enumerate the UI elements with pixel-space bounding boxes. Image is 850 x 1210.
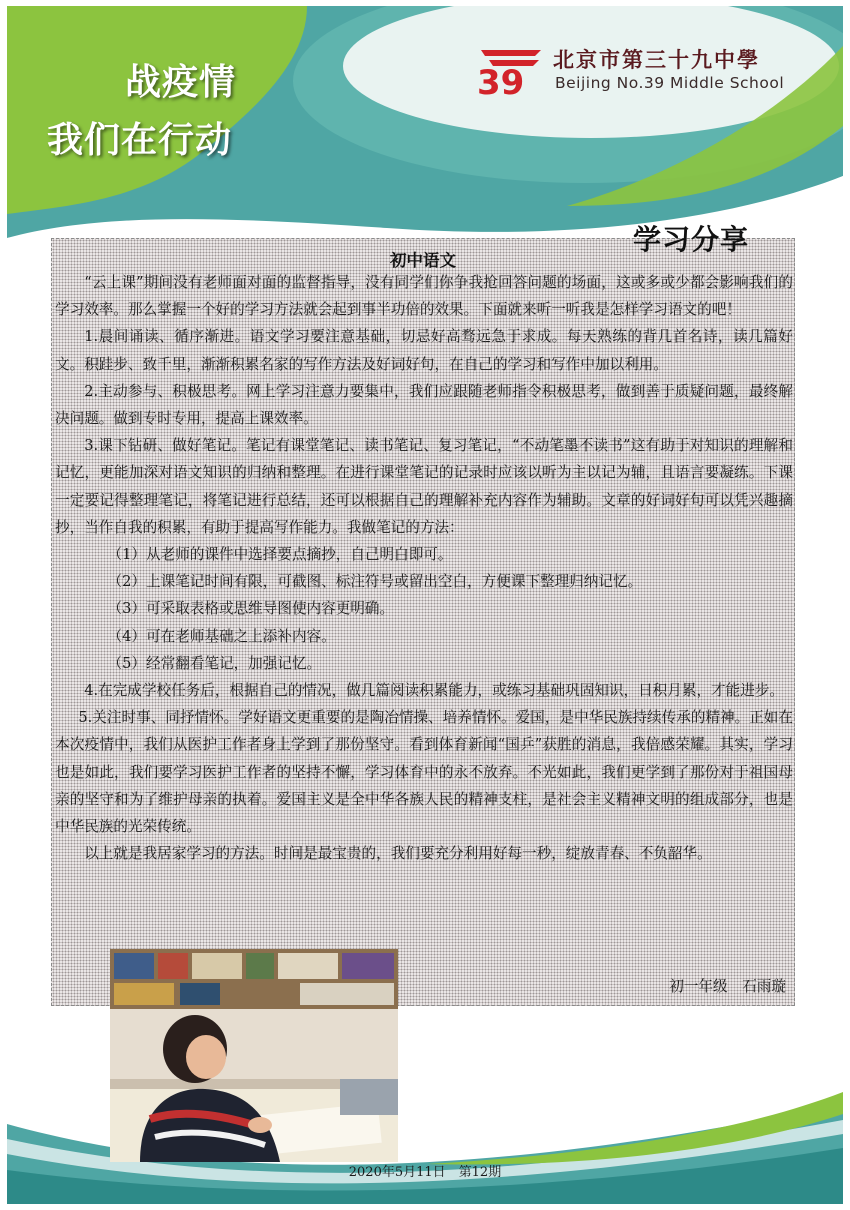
article-box xyxy=(51,238,795,1006)
school-logo xyxy=(475,42,805,102)
article-title: 初中语文 xyxy=(390,251,456,270)
note-method-1: （1）从老师的课件中选择要点摘抄，自己明白即可。 xyxy=(107,546,453,564)
emblem-number: 39 xyxy=(477,63,525,100)
section-title: 学习分享 xyxy=(633,223,750,256)
school-emblem-icon xyxy=(475,42,553,100)
paragraph-closing: 以上就是我居家学习的方法。时间是最宝贵的，我们要充分利用好每一秒，绽放青春、不负韶华。 xyxy=(84,845,712,863)
paragraph-3: 3.课下钻研、做好笔记。笔记有课堂笔记、读书笔记、复习笔记，“不动笔墨不读书”这有助于对知识的理解和记忆，更能加深对语文知识的归纳和整理。在进行课堂笔记的记录时应该以听为主以记为辅，且语言要凝练。下课一定要记得整理笔记，将笔记进行总结，还可以根据自己的理解补充内容作为辅助。文章的好词好句可以凭兴趣摘抄，当作自我的积累，有助于提高写作能力。我做笔记的方法： xyxy=(55,437,793,536)
paragraph-4: 4.在完成学校任务后，根据自己的情况，做几篇阅读积累能力，或练习基础巩固知识，日积月累，才能进步。 xyxy=(84,682,785,700)
student-studying-photo xyxy=(110,949,398,1162)
article-body xyxy=(55,269,793,867)
paragraph-1: 1.晨间诵读、循序渐进。语文学习要注意基础，切忌好高骛远急于求成。每天熟练的背几首名诗，读几篇好文。积跬步、致千里，渐渐积累名家的写作方法及好词好句，在自己的学习和写作中加以利用。 xyxy=(55,328,793,373)
photo-illustration xyxy=(110,949,398,1162)
school-name-cn: 北京市第三十九中學 xyxy=(553,48,760,72)
author-byline: 初一年级 石雨璇 xyxy=(669,978,786,995)
slogan-line-2: 我们在行动 xyxy=(47,120,233,161)
school-name-en: Beijing No.39 Middle School xyxy=(555,74,785,92)
paragraph-intro: “云上课”期间没有老师面对面的监督指导，没有同学们你争我抢回答问题的场面，这或多或少都会影响我们的学习效率。那么掌握一个好的学习方法就会起到事半功倍的效果。下面就来听一听我是怎样学习语文的吧！ xyxy=(55,274,793,319)
newsletter-page xyxy=(7,6,843,1204)
note-method-5: （5）经常翻看笔记，加强记忆。 xyxy=(107,654,322,672)
footer-date-issue: 2020年5月11日 第12期 xyxy=(348,1165,502,1180)
slogan-line-1: 战疫情 xyxy=(125,62,237,103)
note-method-2: （2）上课笔记时间有限，可截图、标注符号或留出空白，方便课下整理归纳记忆。 xyxy=(107,573,643,591)
paragraph-5: 5.关注时事、同抒情怀。学好语文更重要的是陶冶情操、培养情怀。爱国，是中华民族持续传承的精神。正如在本次疫情中，我们从医护工作者身上学到了那份坚守。看到体育新闻“国乒”获胜的消息，我倍感荣耀。其实，学习也是如此，我们要学习医护工作者的坚持不懈，学习体育中的永不放弃。不光如此，我们更学到了那份对于祖国母亲的坚守和为了维护母亲的执着。爱国主义是全中华各族人民的精神支柱，是社会主义精神文明的组成部分，也是中华民族的光荣传统。 xyxy=(55,709,793,836)
paragraph-2: 2.主动参与、积极思考。网上学习注意力要集中，我们应跟随老师指令积极思考，做到善于质疑问题，最终解决问题。做到专时专用，提高上课效率。 xyxy=(55,382,793,428)
note-method-4: （4）可在老师基础之上添补内容。 xyxy=(107,627,336,645)
note-method-3: （3）可采取表格或思维导图使内容更明确。 xyxy=(107,600,395,618)
